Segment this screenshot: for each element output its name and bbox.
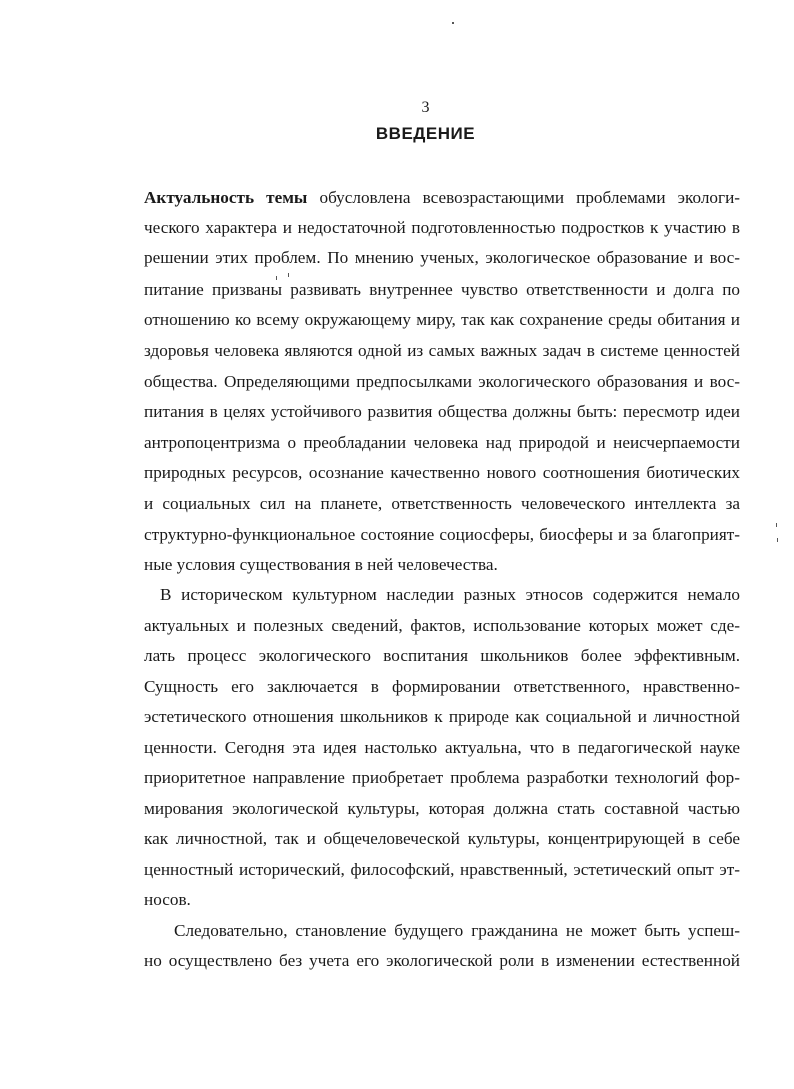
paragraph-1-line: здоровья человека являются одной из самых важных задач в системе ценностей (144, 341, 740, 360)
paragraph-2-line: как личностной, так и общечеловеческой культуры, концентрирующей в себе (144, 829, 740, 848)
paragraph-1-line-1-rest: обусловлена всевозрастающими проблемами экологи- (307, 188, 740, 207)
paragraph-1-line: структурно-функциональное состояние социосферы, биосферы и за благоприят- (144, 525, 740, 544)
paragraph-1-line: и социальных сил на планете, ответственность человеческого интеллекта за (144, 494, 740, 513)
scan-speck (777, 538, 778, 542)
paragraph-3-line: Следовательно, становление будущего гражданина не может быть успеш- (174, 921, 740, 940)
paragraph-1-line: антропоцентризма о преобладании человека над природой и неисчерпаемости (144, 433, 740, 452)
scan-speck (776, 523, 777, 527)
paragraph-2-line: лать процесс экологического воспитания школьников более эффективным. (144, 646, 740, 665)
page-number: 3 (421, 99, 430, 116)
paragraph-2-line: актуальных и полезных сведений, фактов, использование которых может сде- (144, 616, 740, 635)
paragraph-1-line: ческого характера и недостаточной подготовленностью подростков к участию в (144, 218, 740, 237)
paragraph-1-line: решении этих проблем. По мнению ученых, экологическое образование и вос- (144, 248, 740, 267)
paragraph-3-line: но осуществлено без учета его экологической роли в изменении естественной (144, 951, 740, 970)
paragraph-1-line-1 (144, 188, 740, 208)
paragraph-1-line: общества. Определяющими предпосылками экологического образования и вос- (144, 372, 740, 391)
paragraph-1-line: питания в целях устойчивого развития общества должны быть: пересмотр идеи (144, 402, 740, 421)
paragraph-1-line: природных ресурсов, осознание качественно нового соотношения биотических (144, 463, 740, 482)
paragraph-2-line: носов. (144, 890, 191, 909)
scan-speck (452, 22, 454, 24)
page-title: ВВЕДЕНИЕ (375, 124, 476, 143)
paragraph-2-line: эстетического отношения школьников к природе как социальной и личностной (144, 707, 740, 726)
scan-speck (288, 273, 289, 277)
paragraph-2-line: приоритетное направление приобретает проблема разработки технологий фор- (144, 768, 740, 787)
paragraph-2-line: ценностный исторический, философский, нравственный, эстетический опыт эт- (144, 860, 740, 879)
scan-speck (276, 276, 277, 280)
paragraph-2-line: Сущность его заключается в формировании ответственного, нравственно- (144, 677, 740, 696)
paragraph-1-line: отношению ко всему окружающему миру, так как сохранение среды обитания и (144, 310, 740, 329)
paragraph-1-lead: Актуальность темы (144, 188, 308, 207)
paragraph-1-line: ные условия существования в ней человечества. (144, 555, 498, 574)
paragraph-2-line: ценности. Сегодня эта идея настолько актуальна, что в педагогической науке (144, 738, 740, 757)
paragraph-2-line: мирования экологической культуры, которая должна стать составной частью (144, 799, 740, 818)
paragraph-2-line: В историческом культурном наследии разных этносов содержится немало (160, 585, 740, 604)
paragraph-1-line: питание призваны развивать внутреннее чувство ответственности и долга по (144, 280, 740, 299)
